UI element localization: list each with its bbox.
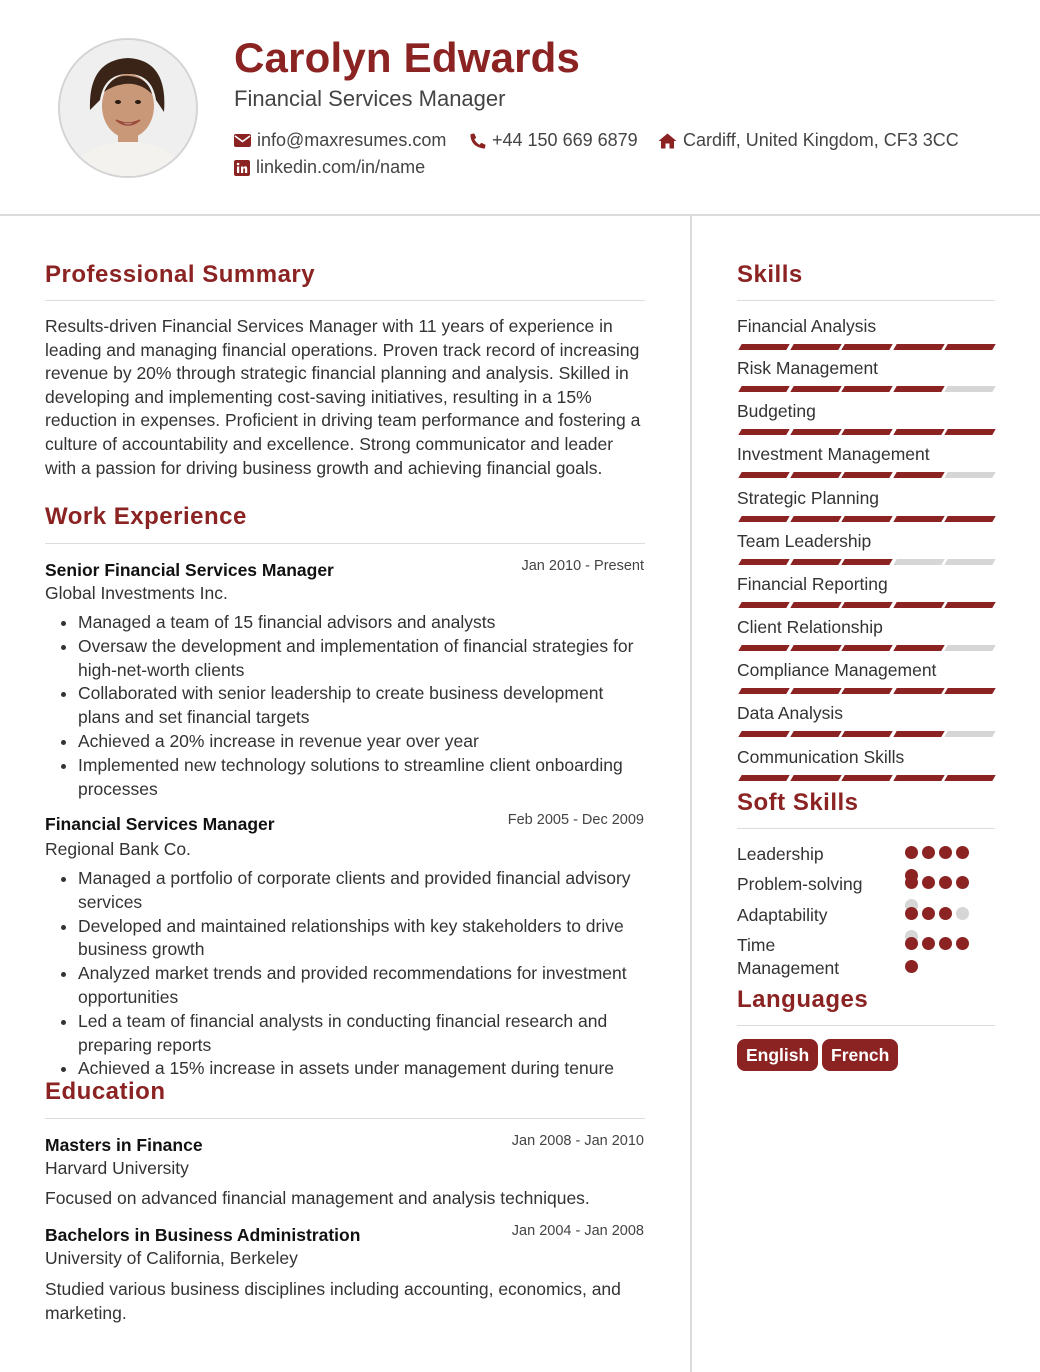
skill-level-segment [893,472,944,478]
rating-dot [939,876,952,889]
skill-level-segment [944,645,995,651]
skill-level-bar [737,688,993,694]
email-text: info@maxresumes.com [257,130,447,150]
linkedin-text: linkedin.com/in/name [256,157,426,177]
rating-dot [905,960,918,973]
contact-address [658,130,959,151]
skill-level-segment [893,775,944,781]
job-bullet: • Managed a portfolio of corporate clients and provided financial advisory services [78,867,645,915]
job-bullet: • Managed a team of 15 financial advisors and analysts [78,611,645,635]
job-date: Feb 2005 - Dec 2009 [507,812,644,828]
rating-dot [922,846,935,859]
skill-level-segment [893,602,944,608]
skill-level-bar [737,602,993,608]
skill-level-segment [944,775,995,781]
skill-level-bar [737,386,993,392]
job-bullet: • Developed and maintained relationships with key stakeholders to drive business growth [78,915,645,963]
phone-text: +44 150 669 6879 [492,130,638,150]
skill-level-segment [738,688,789,694]
language-badge: English [737,1039,818,1071]
skill-level-segment [790,386,841,392]
skill-level-segment [893,344,944,350]
skill-level-bar [737,645,993,651]
soft-skills-heading: Soft Skills [737,789,859,816]
contact-linkedin[interactable] [234,157,425,178]
summary-divider [45,300,645,301]
job-bullet: • Collaborated with senior leadership to create business development plans and set financial targets [78,682,645,730]
profile-photo [58,38,198,178]
education-divider [45,1118,645,1119]
skill-level-segment [790,559,841,565]
skill-level-segment [841,731,892,737]
job-bullet: • Achieved a 15% increase in assets under management during tenure [78,1057,645,1081]
rating-dot [939,907,952,920]
skill-level-segment [738,386,789,392]
rating-dot [905,876,918,889]
skill-level-segment [841,344,892,350]
skill-level-segment [738,602,789,608]
skill-level-segment [841,559,892,565]
skill-level-segment [841,688,892,694]
skill-level-segment [944,688,995,694]
skill-level-segment [738,645,789,651]
degree-title: Bachelors in Business Administration [45,1225,361,1245]
skill-level-segment [944,472,995,478]
job-bullet: • Implemented new technology solutions to streamline client onboarding processes [78,754,645,802]
skill-name: Financial Reporting [737,574,888,594]
rating-dot [905,846,918,859]
skill-level-segment [893,559,944,565]
phone-icon [470,133,486,149]
skill-level-segment [738,775,789,781]
job-bullet: • Achieved a 20% increase in revenue year over year [78,730,645,754]
skill-level-segment [790,775,841,781]
experience-heading: Work Experience [45,503,247,530]
skill-level-segment [738,344,789,350]
contact-phone[interactable] [470,130,638,151]
address-text: Cardiff, United Kingdom, CF3 3CC [683,130,959,150]
languages-heading: Languages [737,986,869,1013]
education-date: Jan 2008 - Jan 2010 [511,1133,644,1149]
skill-level-segment [893,645,944,651]
degree-title: Masters in Finance [45,1135,203,1155]
envelope-icon [234,134,251,147]
skill-name: Risk Management [737,358,879,378]
skill-level-segment [790,429,841,435]
soft-skill-name: Problem-solving [737,874,863,894]
rating-dot [905,907,918,920]
skill-level-bar [737,344,993,350]
skill-level-segment [944,731,995,737]
job-date: Jan 2010 - Present [521,558,644,574]
skill-level-segment [738,731,789,737]
skill-name: Team Leadership [737,531,872,551]
soft-skill-name: Time Management [737,935,840,978]
rating-dot [939,846,952,859]
rating-dot [905,937,918,950]
job-company: Regional Bank Co. [45,839,191,859]
job-bullet: • Led a team of financial analysts in conducting financial research and preparing reports [78,1010,645,1058]
skill-level-segment [790,344,841,350]
skill-level-segment [944,559,995,565]
linkedin-icon [234,160,250,176]
skill-name: Financial Analysis [737,316,877,336]
rating-dot [922,876,935,889]
school-name: Harvard University [45,1158,189,1178]
skill-level-segment [893,688,944,694]
summary-heading: Professional Summary [45,261,316,288]
skill-name: Budgeting [737,401,816,421]
skill-level-segment [790,688,841,694]
education-heading: Education [45,1078,166,1105]
education-date: Jan 2004 - Jan 2008 [511,1223,644,1239]
skill-level-segment [738,429,789,435]
skill-level-bar [737,516,993,522]
skill-level-segment [738,472,789,478]
job-title: Senior Financial Services Manager [45,560,334,580]
school-name: University of California, Berkeley [45,1248,298,1268]
summary-text: Results-driven Financial Services Manager with 11 years of experience in leading and managing financial operations. Proven track record of increasing revenue by 20% through strategic financial planning and analysis. Skilled in developing and implementing cost-saving initiatives, resulting in a 15% reduction in expenses. Proficient in driving team performance and fostering a culture of accountability and excellence. Strong communicator and leader with a passion for driving business growth and achieving financial goals. [45,316,641,478]
candidate-title: Financial Services Manager [234,86,506,111]
languages-divider [737,1025,995,1026]
skill-level-segment [841,429,892,435]
skill-level-segment [893,731,944,737]
education-description: Studied various business disciplines including accounting, economics, and marketing. [45,1279,621,1323]
skills-heading: Skills [737,261,803,288]
skill-level-segment [738,516,789,522]
skill-level-segment [841,645,892,651]
soft-skill-name: Adaptability [737,905,828,925]
skill-level-segment [841,775,892,781]
rating-dot [956,907,969,920]
skill-name: Data Analysis [737,703,844,723]
soft-skill-name: Leadership [737,844,824,864]
home-icon [658,133,677,149]
skill-level-segment [790,731,841,737]
rating-dot [939,937,952,950]
skill-level-segment [841,516,892,522]
resume-header [0,0,1040,216]
job-bullets [45,611,645,801]
skill-level-segment [790,645,841,651]
job-title: Financial Services Manager [45,814,275,834]
skill-level-bar [737,731,993,737]
column-divider [690,216,692,1372]
candidate-name: Carolyn Edwards [234,34,581,81]
skill-level-segment [893,429,944,435]
skill-level-segment [790,602,841,608]
skill-level-segment [790,516,841,522]
rating-dot [922,937,935,950]
job-bullets [45,867,645,1081]
education-description: Focused on advanced financial management and analysis techniques. [45,1188,590,1208]
skill-name: Client Relationship [737,617,883,637]
skill-name: Strategic Planning [737,488,880,508]
skill-name: Communication Skills [737,747,905,767]
skill-level-segment [790,472,841,478]
experience-divider [45,543,645,544]
rating-dot [956,846,969,859]
rating-dot [922,907,935,920]
job-company: Global Investments Inc. [45,583,228,603]
skill-level-segment [738,559,789,565]
skill-name: Compliance Management [737,660,937,680]
skill-level-segment [841,602,892,608]
skill-level-bar [737,775,993,781]
skill-level-segment [944,429,995,435]
skill-level-segment [841,472,892,478]
skill-level-segment [944,602,995,608]
soft-skills-divider [737,828,995,829]
skill-level-bar [737,429,993,435]
skill-level-segment [944,516,995,522]
skill-level-bar [737,559,993,565]
job-bullet: • Analyzed market trends and provided recommendations for investment opportunities [78,962,645,1010]
skill-level-segment [944,386,995,392]
skill-name: Investment Management [737,444,930,464]
skill-level-segment [841,386,892,392]
skill-level-segment [893,516,944,522]
skill-level-segment [893,386,944,392]
skill-level-segment [944,344,995,350]
language-badge: French [822,1039,898,1071]
job-bullet: • Oversaw the development and implementation of financial strategies for high-net-worth clients [78,635,645,683]
rating-dot [956,937,969,950]
contact-email[interactable] [234,130,446,151]
rating-dot [956,876,969,889]
skill-level-bar [737,472,993,478]
skills-divider [737,300,995,301]
